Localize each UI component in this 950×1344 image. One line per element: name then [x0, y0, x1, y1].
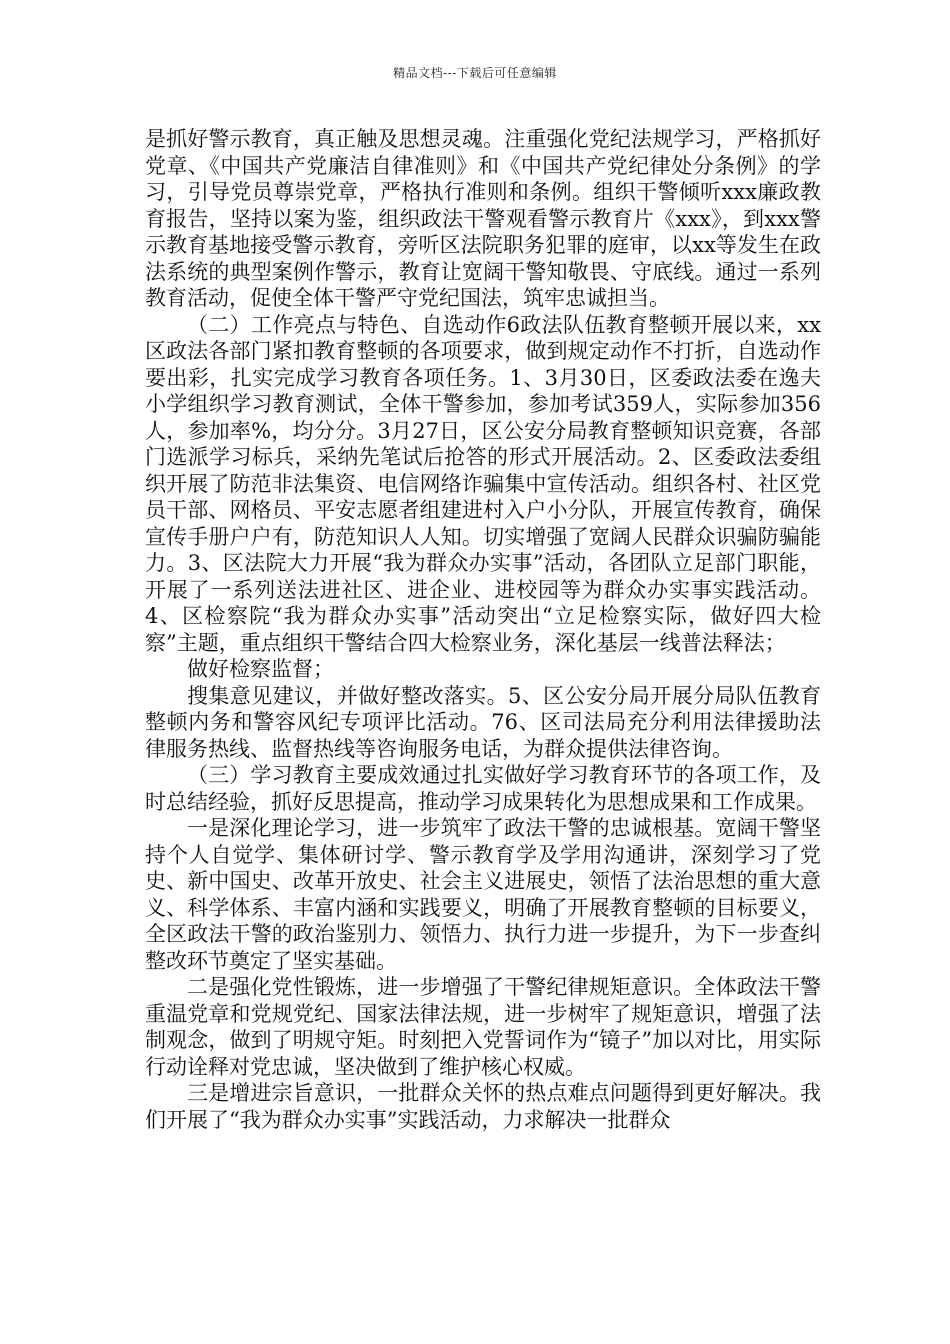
- paragraph: （二）工作亮点与特色、自选动作6政法队伍教育整顿开展以来，xx区政法各部门紧扣教育整顿的各项要求，做到规定动作不打折，自选动作要出彩，扎实完成学习教育各项任务。1、3月30日，区委政法委在逸夫小学组织学习教育测试，全体干警参加，参加考试359人，实际参加356人，参加率%，均分分。3月27日，区公安分局教育整顿知识竞赛，各部门选派学习标兵，采纳先笔试后抢答的形式开展活动。2、区委政法委组织开展了防范非法集资、电信网络诈骗集中宣传活动。组织各村、社区党员干部、网格员、平安志愿者组建进村入户小分队，开展宣传教育，确保宣传手册户户有，防范知识人人知。切实增强了宽阔人民群众识骗防骗能力。3、区法院大力开展“我为群众办实事”活动，各团队立足部门职能，开展了一系列送法进社区、进企业、进校园等为群众办实事实践活动。4、区检察院“我为群众办实事”活动突出“立足检察实际，做好四大检察”主题，重点组织干警结合四大检察业务，深化基层一线普法释法；: [145, 312, 821, 655]
- paragraph: 是抓好警示教育，真正触及思想灵魂。注重强化党纪法规学习，严格抓好党章、《中国共产党廉洁自律准则》和《中国共产党纪律处分条例》的学习，引导党员尊崇党章，严格执行准则和条例。组织干警倾听xxx廉政教育报告，坚持以案为鉴，组织政法干警观看警示教育片《xxx》，到xxx警示教育基地接受警示教育，旁听区法院职务犯罪的庭审，以xx等发生在政法系统的典型案例作警示，教育让宽阔干警知敬畏、守底线。通过一系列教育活动，促使全体干警严守党纪国法，筑牢忠诚担当。: [145, 127, 821, 310]
- paragraph: （三）学习教育主要成效通过扎实做好学习教育环节的各项工作，及时总结经验，抓好反思提高，推动学习成果转化为思想成果和工作成果。: [145, 763, 821, 814]
- page-header: 精品文档---下载后可任意编辑: [393, 66, 557, 80]
- paragraph: 做好检察监督；: [187, 657, 334, 681]
- document-body: [145, 126, 821, 1133]
- paragraph: 三是增进宗旨意识，一批群众关怀的热点难点问题得到更好解决。我们开展了“我为群众办实事”实践活动，力求解决一批群众: [145, 1081, 821, 1132]
- paragraph: 搜集意见建议，并做好整改落实。5、区公安分局开展分局队伍教育整顿内务和警容风纪专项评比活动。76、区司法局充分利用法律援助法律服务热线、监督热线等咨询服务电话，为群众提供法律咨询。: [145, 683, 821, 761]
- paragraph: 二是强化党性锻炼，进一步增强了干警纪律规矩意识。全体政法干警重温党章和党规党纪、国家法律法规，进一步树牢了规矩意识，增强了法制观念，做到了明规守矩。时刻把入党誓词作为“镜子”加以对比，用实际行动诠释对党忠诚，坚决做到了维护核心权威。: [145, 975, 821, 1079]
- paragraph: 一是深化理论学习，进一步筑牢了政法干警的忠诚根基。宽阔干警坚持个人自觉学、集体研讨学、警示教育学及学用沟通讲，深刻学习了党史、新中国史、改革开放史、社会主义进展史，领悟了法治思想的重大意义、科学体系、丰富内涵和实践要义，明确了开展教育整顿的目标要义，全区政法干警的政治鉴别力、领悟力、执行力进一步提升，为下一步查纠整改环节奠定了坚实基础。: [145, 816, 821, 973]
